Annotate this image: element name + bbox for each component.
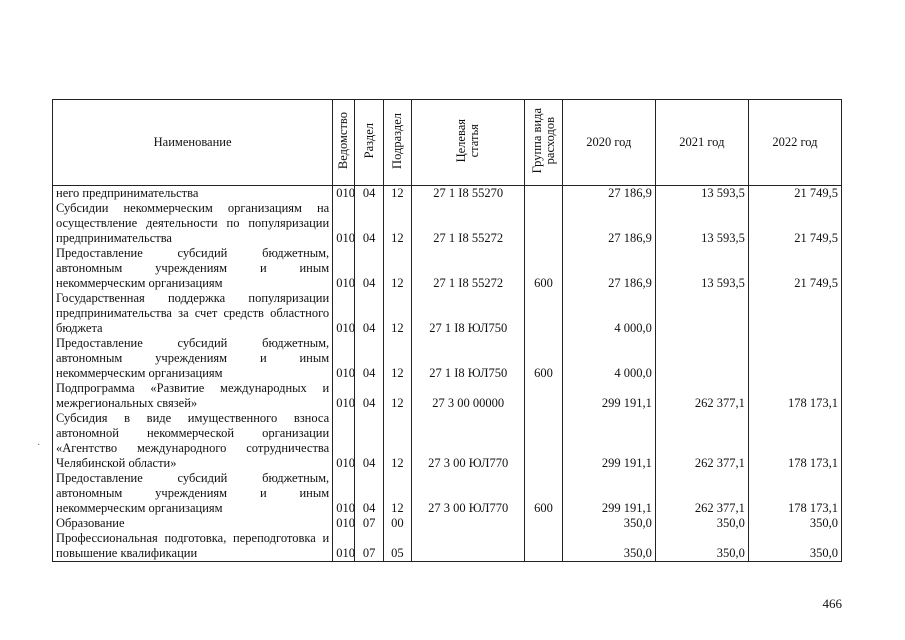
row-2021-cell: 13 593,5: [655, 201, 748, 246]
row-2022-cell: 350,0: [748, 531, 841, 562]
row-2021-cell: 13 593,5: [655, 246, 748, 291]
header-subsection: Подраздел: [383, 100, 411, 186]
row-2020-cell: 299 191,1: [562, 471, 655, 516]
row-name-cell: Подпрограмма «Развитие международных и межрегиональных связей»: [53, 381, 333, 411]
row-2021-cell: 350,0: [655, 516, 748, 531]
row-dept-cell: 010: [333, 201, 355, 246]
row-2022-cell: 21 749,5: [748, 186, 841, 202]
row-2021-cell: 262 377,1: [655, 381, 748, 411]
page-number: 466: [822, 596, 842, 611]
table-header-row: [53, 100, 842, 186]
row-subsection-cell: 12: [383, 411, 411, 471]
row-2021-cell: [655, 336, 748, 381]
row-dept-cell: 010: [333, 471, 355, 516]
row-name-cell: Субсидия в виде имущественного взноса автономной некоммерческой организации «Агентство международного сотрудничества Челябинской области»: [53, 411, 333, 471]
row-name-cell: Государственная поддержка популяризации предпринимательства за счет средств областного бюджета: [53, 291, 333, 336]
header-dept: Ведомство: [333, 100, 355, 186]
row-target-cell: 27 1 I8 55270: [412, 186, 525, 202]
row-name-cell: Предоставление субсидий бюджетным, автономным учреждениям и иным некоммерческим организациям: [53, 471, 333, 516]
row-target-cell: 27 1 I8 ЮЛ750: [412, 336, 525, 381]
row-2020-cell: 27 186,9: [562, 246, 655, 291]
row-target-cell: [412, 531, 525, 562]
row-2022-cell: 178 173,1: [748, 411, 841, 471]
row-2020-cell: 299 191,1: [562, 411, 655, 471]
header-group: Группа вида расходов: [525, 100, 562, 186]
row-subsection-cell: 12: [383, 246, 411, 291]
row-name-cell: него предпринимательства: [53, 186, 333, 202]
row-section-cell: 04: [355, 411, 383, 471]
row-section-cell: 04: [355, 246, 383, 291]
row-section-cell: 04: [355, 381, 383, 411]
row-name-cell: Предоставление субсидий бюджетным, автономным учреждениям и иным некоммерческим организациям: [53, 336, 333, 381]
budget-table: [52, 99, 842, 562]
row-section-cell: 07: [355, 516, 383, 531]
table-row: [53, 471, 842, 516]
row-subsection-cell: 12: [383, 381, 411, 411]
row-2022-cell: 21 749,5: [748, 246, 841, 291]
row-name-cell: Профессиональная подготовка, переподготовка и повышение квалификации: [53, 531, 333, 562]
row-group-cell: [525, 531, 562, 562]
header-2020: 2020 год: [562, 100, 655, 186]
table-row: [53, 381, 842, 411]
row-subsection-cell: 12: [383, 291, 411, 336]
row-2021-cell: 350,0: [655, 531, 748, 562]
table-row: [53, 186, 842, 202]
row-2020-cell: 27 186,9: [562, 201, 655, 246]
row-group-cell: [525, 186, 562, 202]
table-row: [53, 531, 842, 562]
row-dept-cell: 010: [333, 291, 355, 336]
row-group-cell: [525, 516, 562, 531]
row-subsection-cell: 12: [383, 336, 411, 381]
row-dept-cell: 010: [333, 411, 355, 471]
header-2022: 2022 год: [748, 100, 841, 186]
row-dept-cell: 010: [333, 516, 355, 531]
row-2021-cell: 262 377,1: [655, 471, 748, 516]
row-2022-cell: [748, 336, 841, 381]
row-dept-cell: 010: [333, 381, 355, 411]
row-section-cell: 04: [355, 336, 383, 381]
table-row: [53, 201, 842, 246]
row-group-cell: 600: [525, 246, 562, 291]
row-section-cell: 04: [355, 471, 383, 516]
row-2022-cell: 21 749,5: [748, 201, 841, 246]
header-name: Наименование: [53, 100, 333, 186]
row-group-cell: [525, 411, 562, 471]
table-row: [53, 411, 842, 471]
row-target-cell: 27 1 I8 55272: [412, 201, 525, 246]
row-dept-cell: 010: [333, 186, 355, 202]
row-dept-cell: 010: [333, 531, 355, 562]
table-row: [53, 516, 842, 531]
row-2020-cell: 27 186,9: [562, 186, 655, 202]
margin-mark: ·: [37, 440, 41, 451]
row-2022-cell: [748, 291, 841, 336]
row-name-cell: Субсидии некоммерческим организациям на осуществление деятельности по популяризации предпринимательства: [53, 201, 333, 246]
table-row: [53, 336, 842, 381]
table-row: [53, 291, 842, 336]
header-target: Целевая статья: [412, 100, 525, 186]
row-group-cell: [525, 201, 562, 246]
row-group-cell: 600: [525, 471, 562, 516]
row-target-cell: 27 3 00 ЮЛ770: [412, 471, 525, 516]
row-target-cell: 27 1 I8 55272: [412, 246, 525, 291]
row-group-cell: [525, 291, 562, 336]
row-dept-cell: 010: [333, 246, 355, 291]
row-2020-cell: 4 000,0: [562, 291, 655, 336]
row-2020-cell: 299 191,1: [562, 381, 655, 411]
row-group-cell: 600: [525, 336, 562, 381]
table-row: [53, 246, 842, 291]
row-subsection-cell: 12: [383, 186, 411, 202]
row-2021-cell: 13 593,5: [655, 186, 748, 202]
row-section-cell: 04: [355, 186, 383, 202]
row-subsection-cell: 00: [383, 516, 411, 531]
row-target-cell: [412, 516, 525, 531]
row-name-cell: Образование: [53, 516, 333, 531]
row-2022-cell: 178 173,1: [748, 471, 841, 516]
row-section-cell: 04: [355, 201, 383, 246]
row-target-cell: 27 1 I8 ЮЛ750: [412, 291, 525, 336]
row-2021-cell: [655, 291, 748, 336]
row-name-cell: Предоставление субсидий бюджетным, автономным учреждениям и иным некоммерческим организациям: [53, 246, 333, 291]
row-target-cell: 27 3 00 00000: [412, 381, 525, 411]
row-2020-cell: 350,0: [562, 516, 655, 531]
header-2021: 2021 год: [655, 100, 748, 186]
row-2020-cell: 350,0: [562, 531, 655, 562]
row-2021-cell: 262 377,1: [655, 411, 748, 471]
row-target-cell: 27 3 00 ЮЛ770: [412, 411, 525, 471]
header-section: Раздел: [355, 100, 383, 186]
row-dept-cell: 010: [333, 336, 355, 381]
row-group-cell: [525, 381, 562, 411]
row-2020-cell: 4 000,0: [562, 336, 655, 381]
row-section-cell: 04: [355, 291, 383, 336]
row-subsection-cell: 12: [383, 471, 411, 516]
row-section-cell: 07: [355, 531, 383, 562]
row-subsection-cell: 05: [383, 531, 411, 562]
row-2022-cell: 178 173,1: [748, 381, 841, 411]
row-subsection-cell: 12: [383, 201, 411, 246]
row-2022-cell: 350,0: [748, 516, 841, 531]
